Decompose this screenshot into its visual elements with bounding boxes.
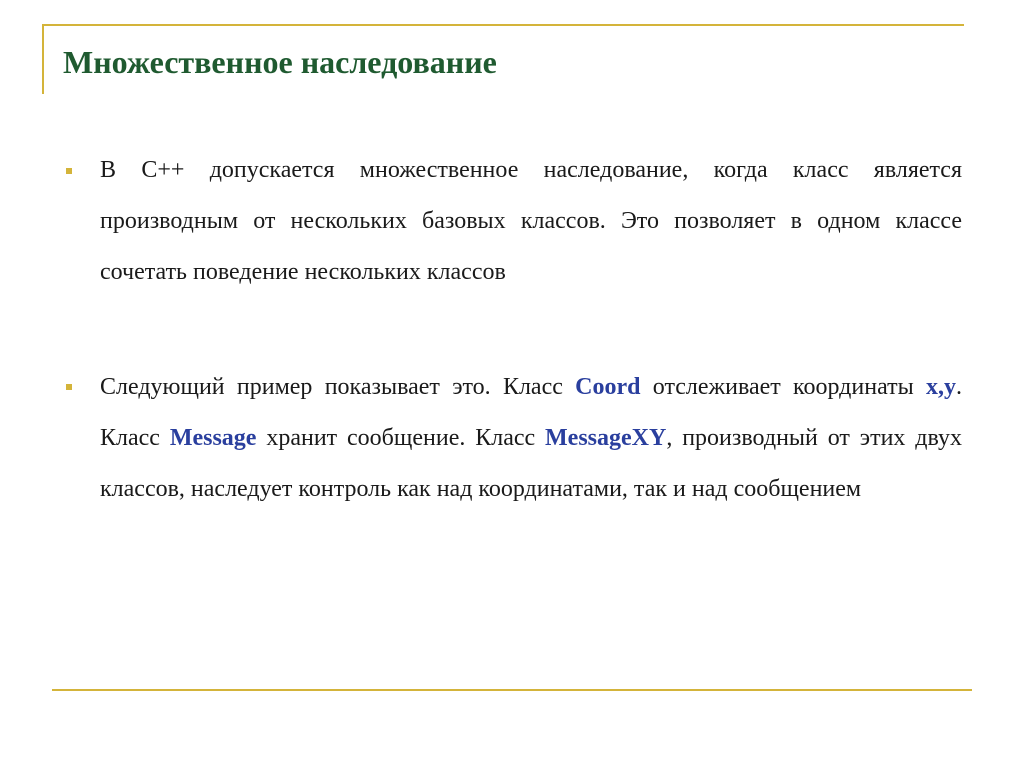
coordinates-xy: x,y bbox=[926, 374, 956, 400]
title-frame-top-rule bbox=[42, 24, 964, 26]
class-name-coord: Coord bbox=[575, 374, 641, 400]
bullet-paragraph-2 bbox=[100, 362, 962, 515]
title-frame-left-rule bbox=[42, 24, 44, 94]
bullet2-text-part2: отслеживает координаты bbox=[640, 374, 926, 400]
bullet-marker-2 bbox=[66, 384, 72, 390]
class-name-message: Message bbox=[169, 425, 257, 451]
class-name-messagexy: MessageXY bbox=[545, 425, 667, 451]
bullet2-text-part4: хранит сообщение. Класс bbox=[256, 425, 546, 451]
bottom-rule bbox=[52, 689, 972, 691]
bullet-paragraph-1: В С++ допускается множественное наследование, когда класс является производным от нескольких базовых классов. Это позволяет в одном классе сочетать поведение нескольких классов bbox=[100, 157, 962, 285]
bullet-marker-1 bbox=[66, 168, 72, 174]
bullet2-text-part5: , производный от этих двух классов, наследует контроль как над координатами, так и над сообщением bbox=[100, 425, 962, 502]
bullet2-text-part1: Следующий пример показывает это. Класс bbox=[100, 374, 576, 400]
slide-title: Множественное наследование bbox=[63, 44, 497, 80]
bullet2-text-part3: . Класс bbox=[100, 374, 962, 451]
